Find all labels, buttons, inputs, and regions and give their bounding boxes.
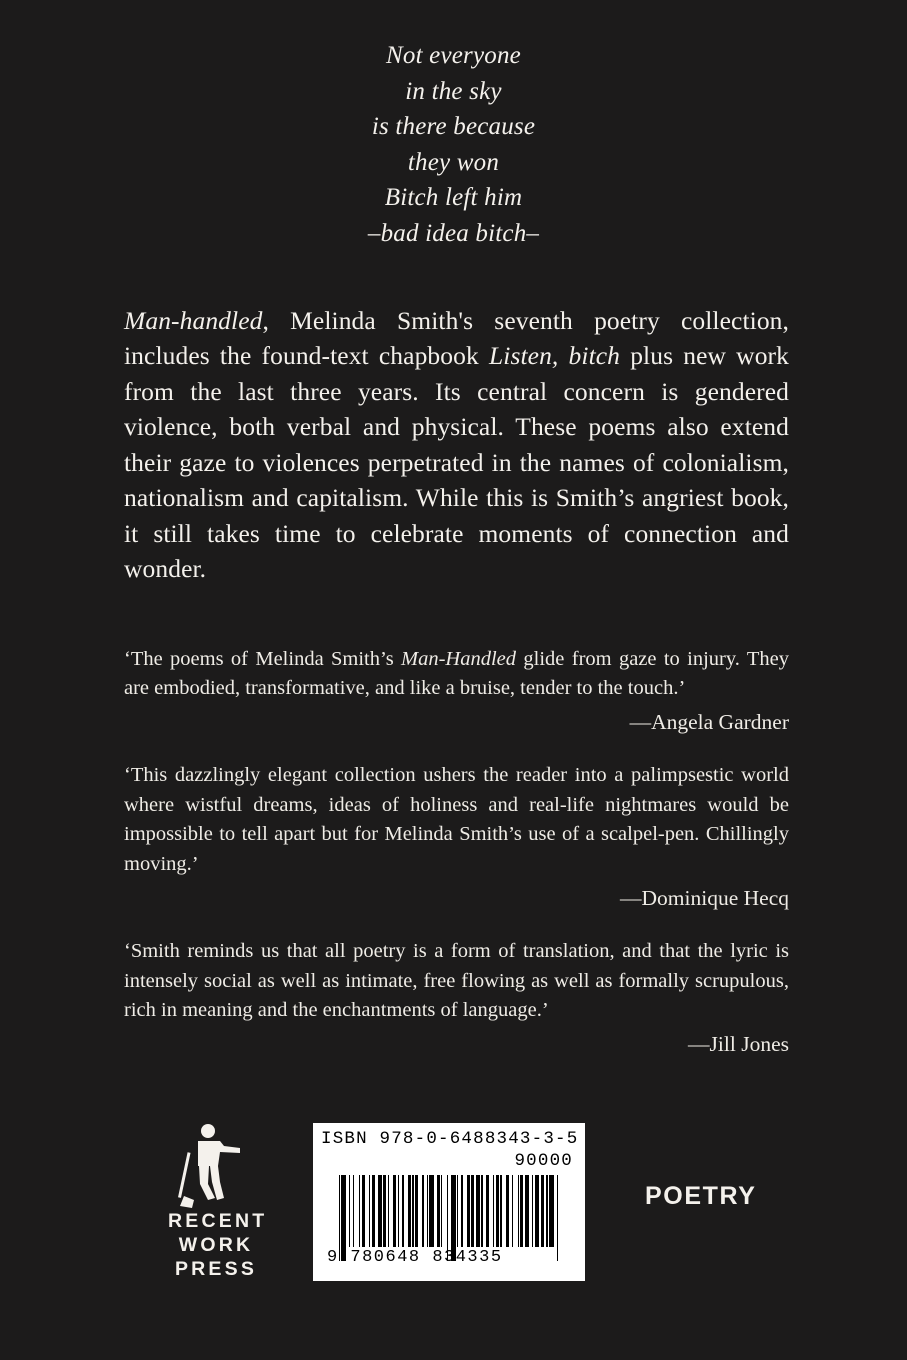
publisher-name-line1: RECENT <box>168 1210 268 1232</box>
praise-section <box>124 645 789 1057</box>
praise-attribution: —Dominique Hecq <box>620 885 789 910</box>
blurb-text-part1: , Melinda Smith's seventh poetry collection, includes the found-text chapbook <box>124 306 789 371</box>
epigraph-line-5: Bitch left him <box>384 184 523 211</box>
epigraph-line-1: Not everyone <box>386 42 521 69</box>
epigraph-line-3: is there because <box>371 113 536 140</box>
praise-attribution: —Jill Jones <box>688 1031 789 1056</box>
isbn-label: ISBN 978-0-6488343-3-5 <box>321 1129 579 1149</box>
book-blurb <box>124 303 789 587</box>
publisher-name-line2: WORK <box>178 1233 254 1256</box>
blurb-chapbook-title: Listen, bitch <box>488 341 621 371</box>
epigraph-line-6: –bad idea bitch– <box>367 219 540 247</box>
praise-quote-pre: ‘Smith reminds us that all poetry is a form of translation, and that the lyric is intensely social as well as intimate, free flowing as well as formally scrupulous, rich in meaning and the enchantments of language.’ <box>124 939 789 1022</box>
praise-quote-pre: ‘This dazzlingly elegant collection ushers the reader into a palimpsestic world where wistful dreams, ideas of holiness and real-life nightmares would be impossible to tell apart but for Melinda Smith’s use of a scalpel-pen. Chillingly moving.’ <box>124 763 789 876</box>
praise-quote-italic: Man-Handled <box>401 647 517 670</box>
praise-quote <box>124 645 789 704</box>
praise-quote <box>124 761 789 880</box>
praise-quote-pre: ‘The poems of Melinda Smith’s <box>124 647 402 670</box>
publisher-name-line3: PRESS <box>174 1257 258 1280</box>
isbn-digits: 9 780648 834335 <box>327 1248 503 1267</box>
epigraph-block <box>0 0 907 251</box>
epigraph-line-2: in the sky <box>405 77 502 105</box>
blurb-text-part2: plus new work from the last three years. Its central concern is gendered violence, both verbal and physical. These poems also extend their gaze to violences perpetrated in the names of colonialism, nationalism and capitalism. While this is Smith’s angriest book, it still takes time to celebrate moments of connection and wonder. <box>124 341 789 584</box>
blurb-book-title: Man-handled <box>124 306 263 335</box>
praise-attribution: —Angela Gardner <box>629 709 789 734</box>
epigraph-line-4: they won <box>407 148 500 176</box>
isbn-price-code: 90000 <box>514 1151 573 1171</box>
cover-footer <box>0 1122 907 1312</box>
figure-with-shovel-icon <box>168 1122 264 1208</box>
genre-label: POETRY <box>645 1182 757 1210</box>
praise-quote <box>124 937 789 1026</box>
publisher-name <box>168 1210 268 1281</box>
isbn-barcode <box>313 1123 585 1281</box>
publisher-logo <box>168 1122 268 1281</box>
praise-quote-post: glide from gaze to injury. They are embodied, transformative, and like a bruise, tender to the touch.’ <box>124 647 789 700</box>
